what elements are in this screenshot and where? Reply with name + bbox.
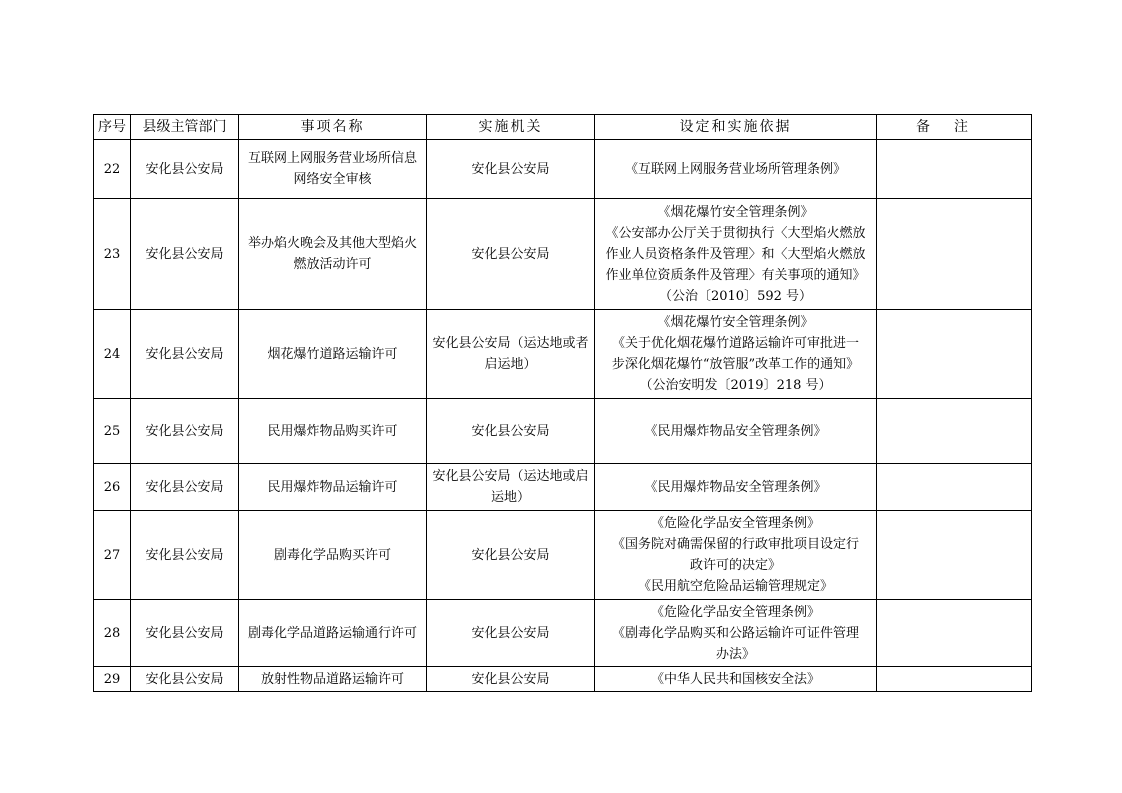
cell-seq: 22 [94, 140, 131, 199]
cell-seq: 28 [94, 600, 131, 667]
cell-remark [877, 399, 1032, 464]
table-row [94, 600, 1032, 667]
header-remark: 备注 [877, 115, 1032, 140]
cell-dept: 安化县公安局 [131, 199, 239, 310]
header-dept: 县级主管部门 [131, 115, 239, 140]
header-agency: 实施机关 [427, 115, 595, 140]
cell-dept: 安化县公安局 [131, 511, 239, 600]
cell-item: 剧毒化学品道路运输通行许可 [239, 600, 427, 667]
cell-remark [877, 511, 1032, 600]
cell-basis: 《互联网上网服务营业场所管理条例》 [595, 140, 877, 199]
cell-basis: 《危险化学品安全管理条例》 《剧毒化学品购买和公路运输许可证件管理 办法》 [595, 600, 877, 667]
cell-remark [877, 464, 1032, 511]
cell-agency: 安化县公安局（运达地或启 运地） [427, 464, 595, 511]
cell-item: 烟花爆竹道路运输许可 [239, 310, 427, 399]
cell-dept: 安化县公安局 [131, 310, 239, 399]
cell-seq: 26 [94, 464, 131, 511]
cell-seq: 24 [94, 310, 131, 399]
cell-agency: 安化县公安局 [427, 511, 595, 600]
table-row [94, 464, 1032, 511]
cell-basis: 《烟花爆竹安全管理条例》 《公安部办公厅关于贯彻执行〈大型焰火燃放 作业人员资格条件及管理〉和〈大型焰火燃放 作业单位资质条件及管理〉有关事项的通知》 （公治〔2010〕592 号） [595, 199, 877, 310]
cell-basis: 《民用爆炸物品安全管理条例》 [595, 399, 877, 464]
cell-remark [877, 199, 1032, 310]
cell-item: 民用爆炸物品运输许可 [239, 464, 427, 511]
cell-dept: 安化县公安局 [131, 140, 239, 199]
cell-agency: 安化县公安局 [427, 600, 595, 667]
cell-item: 放射性物品道路运输许可 [239, 667, 427, 692]
cell-item: 举办焰火晚会及其他大型焰火 燃放活动许可 [239, 199, 427, 310]
table-row [94, 511, 1032, 600]
cell-basis: 《中华人民共和国核安全法》 [595, 667, 877, 692]
cell-basis: 《民用爆炸物品安全管理条例》 [595, 464, 877, 511]
table-row [94, 399, 1032, 464]
cell-basis: 《危险化学品安全管理条例》 《国务院对确需保留的行政审批项目设定行 政许可的决定》 《民用航空危险品运输管理规定》 [595, 511, 877, 600]
table-row [94, 140, 1032, 199]
cell-dept: 安化县公安局 [131, 399, 239, 464]
permit-table [93, 114, 1032, 692]
cell-remark [877, 310, 1032, 399]
table-row [94, 667, 1032, 692]
header-basis: 设定和实施依据 [595, 115, 877, 140]
cell-seq: 23 [94, 199, 131, 310]
cell-dept: 安化县公安局 [131, 667, 239, 692]
cell-seq: 29 [94, 667, 131, 692]
table-row [94, 310, 1032, 399]
document-page [93, 114, 1031, 692]
cell-seq: 25 [94, 399, 131, 464]
cell-agency: 安化县公安局 [427, 140, 595, 199]
cell-remark [877, 140, 1032, 199]
cell-agency: 安化县公安局（运达地或者 启运地） [427, 310, 595, 399]
cell-agency: 安化县公安局 [427, 667, 595, 692]
cell-remark [877, 667, 1032, 692]
cell-dept: 安化县公安局 [131, 600, 239, 667]
header-seq: 序号 [94, 115, 131, 140]
header-item: 事项名称 [239, 115, 427, 140]
table-row [94, 199, 1032, 310]
cell-basis: 《烟花爆竹安全管理条例》 《关于优化烟花爆竹道路运输许可审批进一 步深化烟花爆竹“放管服”改革工作的通知》 （公治安明发〔2019〕218 号） [595, 310, 877, 399]
cell-agency: 安化县公安局 [427, 199, 595, 310]
cell-remark [877, 600, 1032, 667]
table-header-row [94, 115, 1032, 140]
cell-seq: 27 [94, 511, 131, 600]
cell-agency: 安化县公安局 [427, 399, 595, 464]
cell-dept: 安化县公安局 [131, 464, 239, 511]
cell-item: 互联网上网服务营业场所信息 网络安全审核 [239, 140, 427, 199]
cell-item: 剧毒化学品购买许可 [239, 511, 427, 600]
cell-item: 民用爆炸物品购买许可 [239, 399, 427, 464]
